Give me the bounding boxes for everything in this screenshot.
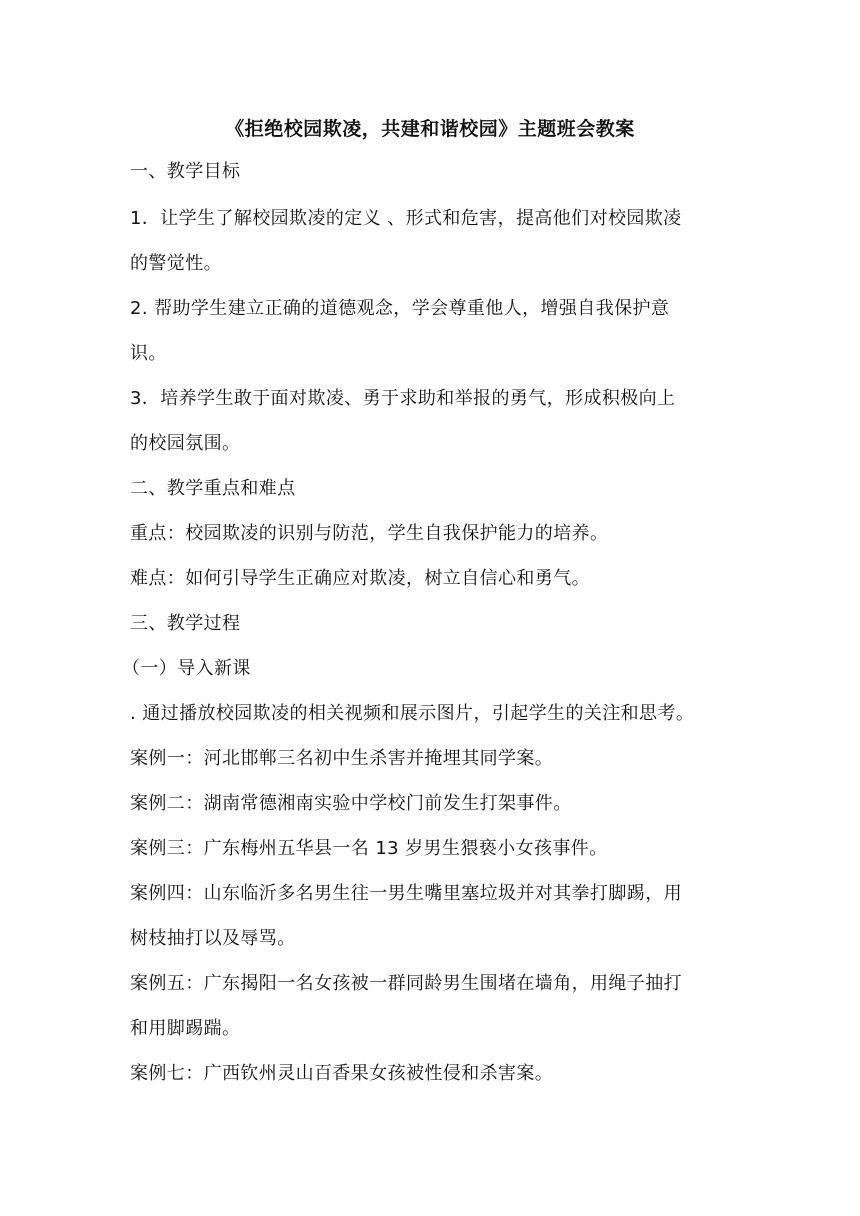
objective-3-line-2: 的校园氛围。 (130, 433, 241, 454)
section-heading-process: 三、教学过程 (130, 613, 241, 634)
section-heading-objectives: 一、教学目标 (130, 161, 241, 182)
document-title: 《拒绝校园欺凌，共建和谐校园》主题班会教案 (225, 118, 635, 140)
subsection-heading-intro: （一）导入新课 (122, 658, 251, 679)
case-2: 案例二：湖南常德湘南实验中学校门前发生打架事件。 (130, 793, 572, 814)
objective-2-line-2: 识。 (130, 343, 167, 364)
intro-text: . 通过播放校园欺凌的相关视频和展示图片，引起学生的关注和思考。 (130, 703, 695, 724)
difficulty-text: 难点：如何引导学生正确应对欺凌，树立自信心和勇气。 (130, 568, 590, 589)
case-4-line-2: 树枝抽打以及辱骂。 (130, 928, 296, 949)
objective-1-line-1: 1．让学生了解校园欺凌的定义 、形式和危害，提高他们对校园欺凌 (130, 208, 682, 229)
case-5-line-1: 案例五：广东揭阳一名女孩被一群同龄男生围堵在墙角，用绳子抽打 (130, 973, 682, 994)
objective-2-line-1: 2. 帮助学生建立正确的道德观念，学会尊重他人，增强自我保护意 (130, 298, 670, 319)
case-1: 案例一：河北邯郸三名初中生杀害并掩埋其同学案。 (130, 748, 554, 769)
case-5-line-2: 和用脚踢踹。 (130, 1018, 241, 1039)
objective-3-line-1: 3．培养学生敢于面对欺凌、勇于求助和举报的勇气，形成积极向上 (130, 388, 676, 409)
case-3: 案例三：广东梅州五华县一名 13 岁男生猥亵小女孩事件。 (130, 838, 608, 859)
case-4-line-1: 案例四：山东临沂多名男生往一男生嘴里塞垃圾并对其拳打脚踢，用 (130, 883, 682, 904)
case-7: 案例七：广西钦州灵山百香果女孩被性侵和杀害案。 (130, 1063, 554, 1084)
objective-1-line-2: 的警觉性。 (130, 253, 222, 274)
section-heading-key-points: 二、教学重点和难点 (130, 478, 296, 499)
key-point-text: 重点：校园欺凌的识别与防范，学生自我保护能力的培养。 (130, 523, 609, 544)
